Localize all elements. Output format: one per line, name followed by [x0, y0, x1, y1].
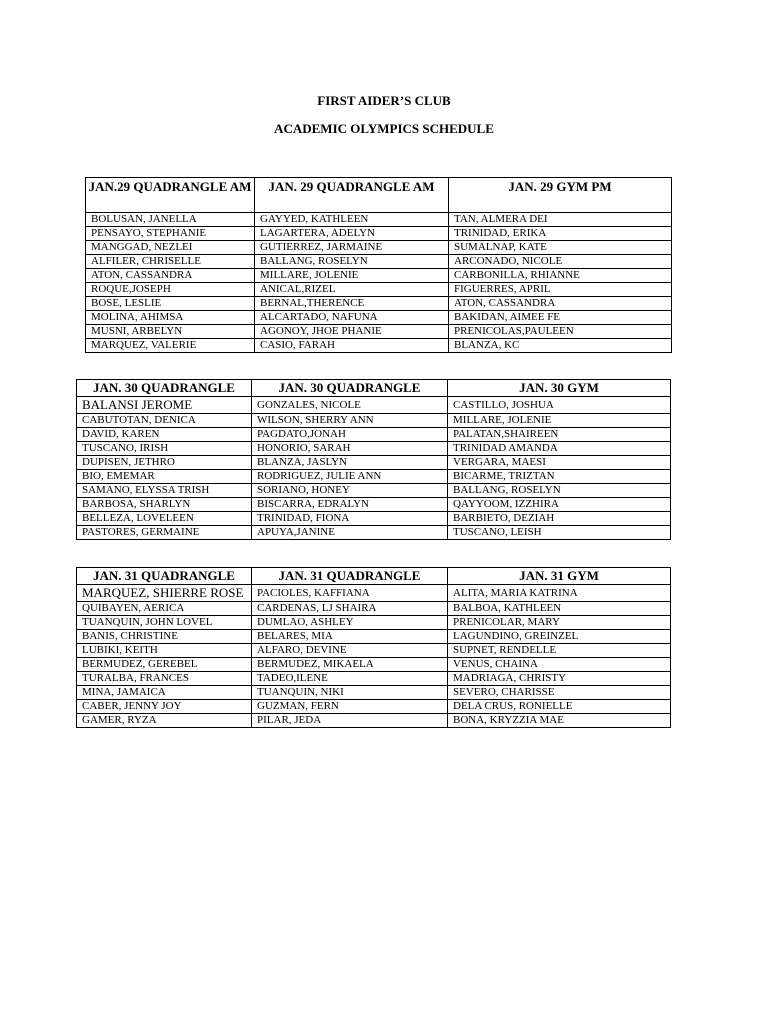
table-cell: BERMUDEZ, MIKAELA	[252, 658, 448, 672]
table-cell: SAMANO, ELYSSA TRISH	[77, 484, 252, 498]
table-row	[77, 714, 671, 728]
table-cell: TUANQUIN, JOHN LOVEL	[77, 616, 252, 630]
table-cell: DELA CRUS, RONIELLE	[448, 700, 671, 714]
table-row	[77, 658, 671, 672]
table-cell: ALITA, MARIA KATRINA	[448, 585, 671, 602]
table-cell: MILLARE, JOLENIE	[448, 414, 671, 428]
table-cell: FIGUERRES, APRIL	[449, 283, 672, 297]
table-cell: ATON, CASSANDRA	[86, 269, 255, 283]
table-cell: ARCONADO, NICOLE	[449, 255, 672, 269]
table-cell: GONZALES, NICOLE	[252, 397, 448, 414]
table-header-row	[77, 568, 671, 585]
table-cell: LUBIKI, KEITH	[77, 644, 252, 658]
table-cell: BALLANG, ROSELYN	[255, 255, 449, 269]
table-cell: APUYA,JANINE	[252, 526, 448, 540]
table-cell: CABER, JENNY JOY	[77, 700, 252, 714]
column-header: JAN. 29 GYM PM	[449, 178, 672, 213]
table-cell: BERMUDEZ, GEREBEL	[77, 658, 252, 672]
table-cell: CASIO, FARAH	[255, 339, 449, 353]
table-cell: VENUS, CHAINA	[448, 658, 671, 672]
table-cell: AGONOY, JHOE PHANIE	[255, 325, 449, 339]
table-cell: BANIS, CHRISTINE	[77, 630, 252, 644]
table-cell: MARQUEZ, VALERIE	[86, 339, 255, 353]
table-cell: MILLARE, JOLENIE	[255, 269, 449, 283]
column-header: JAN. 29 QUADRANGLE AM	[255, 178, 449, 213]
table-cell: QAYYOOM, IZZHIRA	[448, 498, 671, 512]
table-row	[86, 325, 672, 339]
table-cell: BONA, KRYZZIA MAE	[448, 714, 671, 728]
column-header: JAN. 31 GYM	[448, 568, 671, 585]
table-cell: ROQUE,JOSEPH	[86, 283, 255, 297]
table-cell: TUSCANO, LEISH	[448, 526, 671, 540]
table-header-row	[77, 380, 671, 397]
table-cell: BLANZA, KC	[449, 339, 672, 353]
table-cell: CARBONILLA, RHIANNE	[449, 269, 672, 283]
table-cell: MUSNI, ARBELYN	[86, 325, 255, 339]
table-row	[86, 213, 672, 227]
column-header: JAN. 30 QUADRANGLE	[252, 380, 448, 397]
table-cell: PASTORES, GERMAINE	[77, 526, 252, 540]
table-cell: GAYYED, KATHLEEN	[255, 213, 449, 227]
table-row	[77, 484, 671, 498]
table-cell: ALFARO, DEVINE	[252, 644, 448, 658]
table-cell: GUTIERREZ, JARMAINE	[255, 241, 449, 255]
table-cell: ATON, CASSANDRA	[449, 297, 672, 311]
table-cell: PILAR, JEDA	[252, 714, 448, 728]
table-cell: CARDENAS, LJ SHAIRA	[252, 602, 448, 616]
column-header: JAN. 31 QUADRANGLE	[77, 568, 252, 585]
table-row	[86, 241, 672, 255]
table-row	[77, 512, 671, 526]
table-cell: TUSCANO, IRISH	[77, 442, 252, 456]
table-row	[77, 470, 671, 484]
table-cell: BOLUSAN, JANELLA	[86, 213, 255, 227]
table-row	[77, 686, 671, 700]
table-cell: TAN, ALMERA DEI	[449, 213, 672, 227]
club-title: FIRST AIDER’S CLUB	[317, 93, 451, 108]
column-header: JAN. 30 GYM	[448, 380, 671, 397]
table-cell: GAMER, RYZA	[77, 714, 252, 728]
table-header-row	[86, 178, 672, 213]
table-cell: GUZMAN, FERN	[252, 700, 448, 714]
table-cell: MADRIAGA, CHRISTY	[448, 672, 671, 686]
table-row	[77, 602, 671, 616]
table-cell: QUIBAYEN, AERICA	[77, 602, 252, 616]
table-cell: BALLANG, ROSELYN	[448, 484, 671, 498]
table-cell: BALANSI JEROME	[77, 397, 252, 414]
table-row	[77, 428, 671, 442]
table-cell: BELLEZA, LOVELEEN	[77, 512, 252, 526]
table-row	[86, 269, 672, 283]
table-cell: WILSON, SHERRY ANN	[252, 414, 448, 428]
table-cell: PAGDATO,JONAH	[252, 428, 448, 442]
table-cell: MANGGAD, NEZLEI	[86, 241, 255, 255]
table-cell: BARBIETO, DEZIAH	[448, 512, 671, 526]
table-cell: SORIANO, HONEY	[252, 484, 448, 498]
table-row	[77, 442, 671, 456]
table-cell: BERNAL,THERENCE	[255, 297, 449, 311]
schedule-title: ACADEMIC OLYMPICS SCHEDULE	[274, 121, 494, 136]
table-cell: LAGUNDINO, GREINZEL	[448, 630, 671, 644]
table-cell: PRENICOLAR, MARY	[448, 616, 671, 630]
table-row	[86, 255, 672, 269]
table-row	[86, 283, 672, 297]
table-cell: TADEO,ILENE	[252, 672, 448, 686]
table-cell: DUMLAO, ASHLEY	[252, 616, 448, 630]
table-row	[77, 700, 671, 714]
column-header: JAN. 30 QUADRANGLE	[77, 380, 252, 397]
table-cell: SUMALNAP, KATE	[449, 241, 672, 255]
table-cell: BISCARRA, EDRALYN	[252, 498, 448, 512]
table-cell: LAGARTERA, ADELYN	[255, 227, 449, 241]
table-cell: HONORIO, SARAH	[252, 442, 448, 456]
table-row	[77, 456, 671, 470]
table-cell: BLANZA, JASLYN	[252, 456, 448, 470]
column-header: JAN.29 QUADRANGLE AM	[86, 178, 255, 213]
table-row	[86, 311, 672, 325]
table-cell: BALBOA, KATHLEEN	[448, 602, 671, 616]
schedule-table-jan30	[76, 379, 671, 540]
table-row	[77, 585, 671, 602]
column-header: JAN. 31 QUADRANGLE	[252, 568, 448, 585]
table-row	[77, 644, 671, 658]
table-cell: PENSAYO, STEPHANIE	[86, 227, 255, 241]
table-cell: TUANQUIN, NIKI	[252, 686, 448, 700]
table-cell: BAKIDAN, AIMEE FE	[449, 311, 672, 325]
table-cell: DUPISEN, JETHRO	[77, 456, 252, 470]
table-row	[77, 630, 671, 644]
schedule-table-jan31	[76, 567, 671, 728]
table-row	[77, 526, 671, 540]
table-cell: VERGARA, MAESI	[448, 456, 671, 470]
table-cell: SEVERO, CHARISSE	[448, 686, 671, 700]
table-cell: CABUTOTAN, DENICA	[77, 414, 252, 428]
table-cell: BELARES, MIA	[252, 630, 448, 644]
schedule-table-jan29	[85, 177, 672, 353]
table-row	[86, 297, 672, 311]
table-cell: SUPNET, RENDELLE	[448, 644, 671, 658]
table-row	[77, 414, 671, 428]
table-cell: TRINIDAD AMANDA	[448, 442, 671, 456]
table-row	[86, 339, 672, 353]
table-cell: PALATAN,SHAIREEN	[448, 428, 671, 442]
table-cell: ALFILER, CHRISELLE	[86, 255, 255, 269]
table-cell: PRENICOLAS,PAULEEN	[449, 325, 672, 339]
table-cell: BARBOSA, SHARLYN	[77, 498, 252, 512]
table-cell: DAVID, KAREN	[77, 428, 252, 442]
table-cell: MINA, JAMAICA	[77, 686, 252, 700]
table-cell: ANICAL,RIZEL	[255, 283, 449, 297]
table-row	[77, 498, 671, 512]
table-cell: CASTILLO, JOSHUA	[448, 397, 671, 414]
table-cell: ALCARTADO, NAFUNA	[255, 311, 449, 325]
table-cell: BIO, EMEMAR	[77, 470, 252, 484]
table-row	[77, 397, 671, 414]
table-cell: BOSE, LESLIE	[86, 297, 255, 311]
table-row	[86, 227, 672, 241]
table-cell: TRINIDAD, FIONA	[252, 512, 448, 526]
table-row	[77, 672, 671, 686]
table-cell: PACIOLES, KAFFIANA	[252, 585, 448, 602]
table-row	[77, 616, 671, 630]
table-cell: BICARME, TRIZTAN	[448, 470, 671, 484]
table-cell: TURALBA, FRANCES	[77, 672, 252, 686]
table-cell: RODRIGUEZ, JULIE ANN	[252, 470, 448, 484]
table-cell: MOLINA, AHIMSA	[86, 311, 255, 325]
table-cell: MARQUEZ, SHIERRE ROSE	[77, 585, 252, 602]
table-cell: TRINIDAD, ERIKA	[449, 227, 672, 241]
